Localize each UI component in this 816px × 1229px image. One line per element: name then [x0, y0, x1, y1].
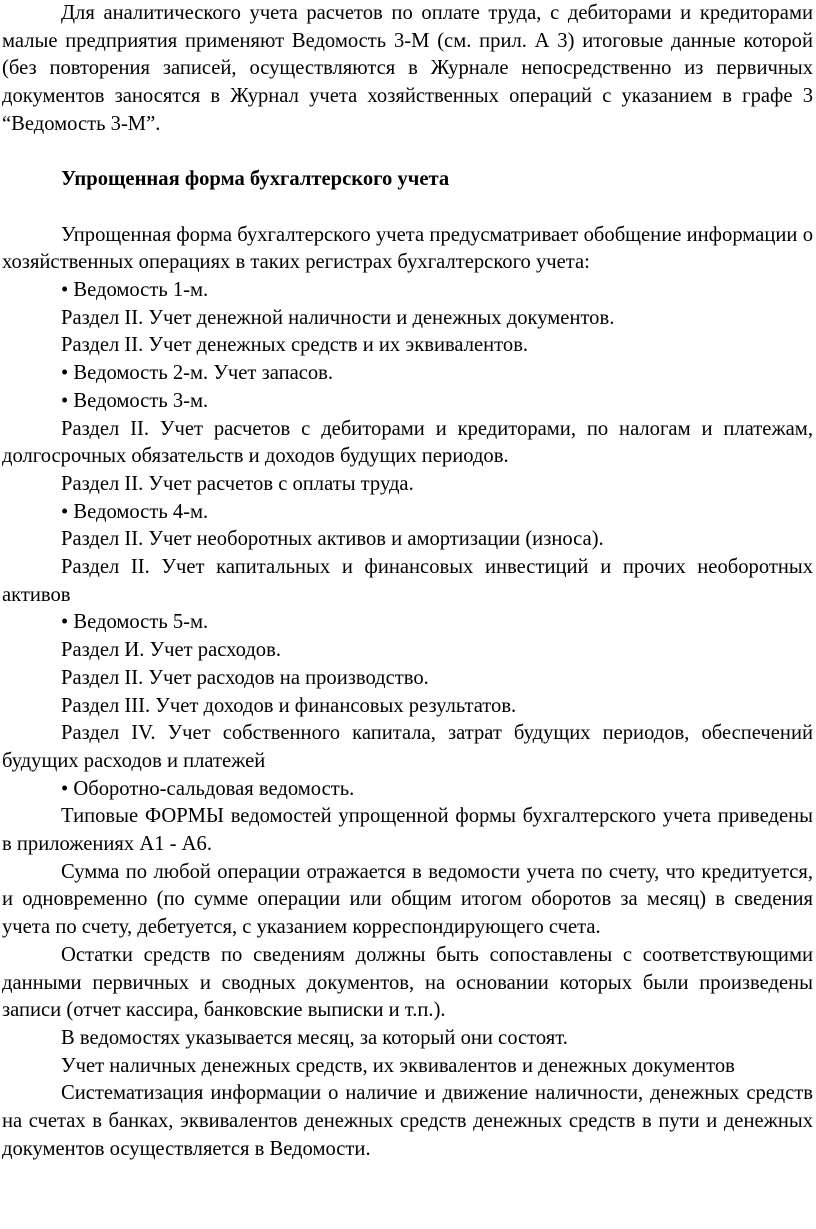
document-page: [2, 0, 813, 1164]
paragraph-20: Остатки средств по сведениям должны быть сопоставлены с соответствующими данными первичных и сводных документов, на основании которых были произведены записи (отчет кассира, банковские выписки и т.п.).: [2, 943, 813, 1022]
paragraph-10: Раздел II. Учет необоротных активов и амортизации (износа).: [61, 528, 604, 551]
section-heading: Упрощенная форма бухгалтерского учета: [61, 168, 450, 191]
list-item-vedomost-5m: • Ведомость 5-м.: [61, 611, 209, 634]
paragraph-4: Раздел II. Учет денежных средств и их эквивалентов.: [61, 334, 529, 357]
list-item-vedomost-3m: • Ведомость 3-м.: [61, 389, 209, 412]
paragraph-18: Типовые ФОРМЫ ведомостей упрощенной формы бухгалтерского учета приведены в приложениях А1 - А6.: [2, 805, 813, 856]
list-item-vedomost-4m: • Ведомость 4-м.: [61, 500, 209, 523]
paragraph-8: Раздел II. Учет расчетов с оплаты труда.: [61, 472, 414, 495]
paragraph-19: Сумма по любой операции отражается в ведомости учета по счету, что кредитуется, и одновременно (по сумме операции или общим итогом оборотов за месяц) в сведения учета по счету, дебетуется, с указанием корреспондирующего счета.: [2, 860, 813, 939]
list-item-vedomost-2m: • Ведомость 2-м. Учет запасов.: [61, 362, 334, 385]
paragraph-16: Раздел IV. Учет собственного капитала, затрат будущих периодов, обеспечений будущих расходов и платежей: [2, 722, 813, 772]
paragraph-15: Раздел III. Учет доходов и финансовых результатов.: [61, 694, 517, 717]
paragraph-23: Систематизация информации о наличие и движение наличности, денежных средств на счетах в банках, эквивалентов денежных средств денежных средств в пути и денежных документов осуществляется в Ведомости.: [2, 1082, 813, 1160]
intro-paragraph: Для аналитического учета расчетов по оплате труда, с дебиторами и кредиторами малые предприятия применяют Ведомость 3-М (см. прил. А 3) итоговые данные которой (без повторения записей, осуществляются в Журнале непосредственно из первичных документов заносятся в Журнал учета хозяйственных операций с указанием в графе 3 “Ведомость 3-М”.: [2, 2, 813, 135]
paragraph-21: В ведомостях указывается месяц, за который они состоят.: [61, 1026, 568, 1049]
paragraph-22: Учет наличных денежных средств, их эквивалентов и денежных документов: [61, 1054, 735, 1077]
list-item-oborotno-saldovaya: • Оборотно-сальдовая ведомость.: [61, 777, 355, 800]
list-item-vedomost-1m: • Ведомость 1-м.: [61, 279, 209, 301]
paragraph-3: Раздел II. Учет денежной наличности и денежных документов.: [61, 306, 615, 329]
paragraph-14: Раздел II. Учет расходов на производство.: [61, 666, 429, 689]
paragraph-13: Раздел И. Учет расходов.: [61, 639, 281, 662]
paragraph-7: Раздел II. Учет расчетов с дебиторами и кредиторами, по налогам и платежам, долгосрочных обязательств и доходов будущих периодов.: [2, 417, 813, 468]
paragraph-1: Упрощенная форма бухгалтерского учета предусматривает обобщение информации о хозяйственных операциях в таких регистрах бухгалтерского учета:: [2, 223, 813, 274]
paragraph-11: Раздел II. Учет капитальных и финансовых инвестиций и прочих необоротных активов: [2, 556, 813, 606]
